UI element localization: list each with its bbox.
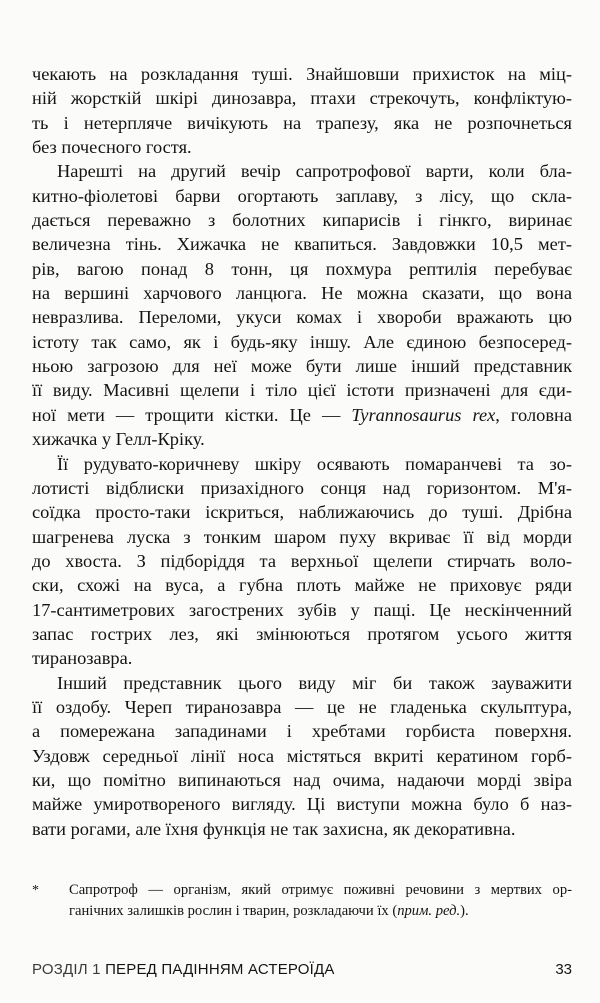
text-line: без почесного гостя. <box>32 137 192 158</box>
text-line: 17-сантиметрових загострених зубів у пащі. Це нескінченний <box>32 599 572 620</box>
text-line: тиранозавра. <box>32 648 133 669</box>
species-name: Tyrannosaurus rex <box>351 404 496 425</box>
text-line: Уздовж середньої лінії носа містяться вкриті кератином горб- <box>32 745 572 766</box>
text-line: вати рогами, але їхня функція не так захисна, як декоративна. <box>32 818 516 839</box>
text-line: ть і нетерпляче вичікують на трапезу, яка не розпочнеться <box>32 112 572 133</box>
text-line-species <box>32 403 572 427</box>
paragraph-start-line: Нарешті на другий вечір сапротрофової варти, коли бла- <box>57 161 572 182</box>
chapter-label: РОЗДІЛ 1 <box>32 961 101 978</box>
text-line: ній жорсткій шкірі динозавра, птахи стрекочуть, конфліктую- <box>32 88 572 109</box>
text-line: істоту так само, як і будь-яку іншу. Але єдиною безпосеред- <box>32 331 572 352</box>
paragraph-start-line: Її рудувато-коричневу шкіру осявають помаранчеві та зо- <box>57 453 572 474</box>
running-footer <box>32 958 572 982</box>
text-line: лотисті відблиски призахідного сонця над горизонтом. М'я- <box>32 477 572 498</box>
footnote-marker: * <box>32 883 39 898</box>
footnote <box>32 880 572 922</box>
paragraph-start-line: Інший представник цього виду міг би також зауважити <box>57 672 572 693</box>
text-line: сoїдка просто-таки іскриться, наближаючись до туші. Дрібна <box>32 502 572 523</box>
text-line: запас гострих лез, які змінюються протягом усього життя <box>32 623 572 644</box>
page-number: 33 <box>555 961 572 978</box>
text-line: до хвоста. З підборіддя та верхньої щелепи стирчать воло- <box>32 550 572 571</box>
text-line: величезна тінь. Хижачка не квапиться. Завдовжки 10,5 мет- <box>32 234 572 255</box>
text-line: чекають на розкладання туші. Знайшовши прихисток на міц- <box>32 64 572 84</box>
text-line: невразлива. Переломи, укуси комах і хвороби вражають цю <box>32 307 572 328</box>
text-line: шагренева луска з тонким шаром пуху вкриває її від морди <box>32 526 572 547</box>
text-line: ски, схожі на вуса, а губна плоть майже не приховує ряди <box>32 575 572 596</box>
chapter-heading <box>32 958 335 982</box>
text-line: а помережана западинами і хребтами горбиста поверхня. <box>32 721 572 742</box>
text-line: майже умиротвореного вигляду. Ці виступи можна було б наз- <box>32 794 572 815</box>
species-intro: ної мети — трощити кістки. Це — <box>32 404 352 425</box>
text-line: дається переважно з болотних кипарисів і гінкго, виринає <box>32 210 572 231</box>
text-line: китно-фіолетові барви огортають заплаву, з лісу, що скла- <box>32 185 572 206</box>
text-line: її виду. Масивні щелепи і тіло цієї істоти призначені для єди- <box>32 380 572 401</box>
text-line: хижачка у Гелл-Кріку. <box>32 429 205 450</box>
species-after: , головна <box>495 404 573 425</box>
chapter-title: ПЕРЕД ПАДІННЯМ АСТЕРОЇДА <box>105 961 335 978</box>
text-line: ньою загрозою для неї може бути лише інший представник <box>32 356 572 377</box>
footnote-text-end: ). <box>460 903 469 919</box>
footnote-line <box>32 901 572 922</box>
body-text <box>32 62 572 841</box>
footnote-line: Сапротроф — організм, який отримує поживні речовини з мертвих ор- <box>69 882 572 898</box>
text-line: рів, вагою понад 8 тонн, ця похмура рептилія перебуває <box>32 258 572 279</box>
text-line: ки, що помітно випинаються над очима, надаючи морді звіра <box>32 769 572 790</box>
footnote-editor-note: прим. ред. <box>397 903 461 919</box>
text-line: її оздобу. Череп тиранозавра — це не гладенька скульптура, <box>32 696 572 717</box>
text-line: на вершині харчового ланцюга. Не можна сказати, що вона <box>32 283 572 304</box>
footnote-text: ганічних залишків рослин і тварин, розкладаючи їх ( <box>69 903 398 919</box>
